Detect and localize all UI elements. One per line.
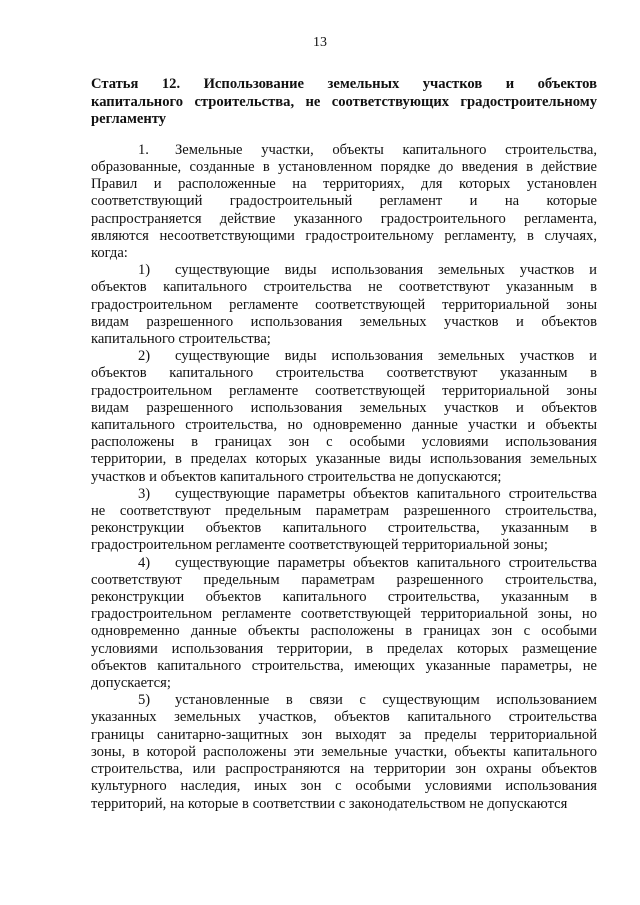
paragraph-item-2 bbox=[91, 348, 597, 486]
paragraph-first-line bbox=[91, 348, 597, 365]
paragraph-marker: 5) bbox=[138, 692, 151, 709]
paragraph-line: расположены в границах зон с особыми условиями использования bbox=[91, 434, 597, 451]
paragraph-line: капитального строительства, но одновременно данные участки и объекты bbox=[91, 417, 597, 434]
paragraph-line: объектов капитального строительства не соответствуют указанным в bbox=[91, 279, 597, 296]
paragraph-line: территорий, на которые в соответствии с законодательством не допускаются bbox=[91, 795, 568, 812]
paragraph-line: градостроительном регламенте соответствующей территориальной зоны bbox=[91, 296, 597, 313]
paragraph-line: зоны, в которой расположены эти земельные участки, объекты капитального bbox=[91, 743, 597, 760]
paragraph-item-3 bbox=[91, 486, 597, 555]
paragraph-line: указанных земельных участков, объектов капитального строительства bbox=[91, 709, 597, 726]
paragraph-line: образованные, созданные в установленном порядке до введения в действие bbox=[91, 158, 597, 175]
page-number: 13 bbox=[313, 35, 327, 50]
article-title-line: регламенту bbox=[91, 111, 167, 128]
paragraph-line: соответствующий градостроительный регламент и на которые bbox=[91, 193, 597, 210]
paragraph-line: границы санитарно-защитных зон выходят за пределы территориальной bbox=[91, 726, 597, 743]
paragraph-line: градостроительном регламенте соответствующей территориальной зоны bbox=[91, 382, 597, 399]
paragraph-marker: 1. bbox=[138, 141, 149, 158]
paragraph-first-line bbox=[91, 692, 597, 709]
paragraph-marker: 1) bbox=[138, 262, 151, 279]
paragraph-line: участков и объектов капитального строительства не допускаются; bbox=[91, 468, 502, 485]
paragraph-line-text: Земельные участки, объекты капитального строительства, bbox=[175, 141, 597, 158]
paragraph-first-line bbox=[91, 555, 597, 572]
document-body bbox=[91, 76, 597, 813]
paragraph-line: строительства, или распространяются на территории зон охраны объектов bbox=[91, 761, 597, 778]
paragraph-line: объектов капитального строительства соответствуют указанным в bbox=[91, 365, 597, 382]
article-body bbox=[91, 142, 597, 813]
paragraph-line: одновременно данные объекты расположены в границах зон с особыми bbox=[91, 623, 597, 640]
paragraph-line: не соответствуют предельным параметрам разрешенного строительства, bbox=[91, 503, 597, 520]
paragraph-line: территории, в пределах которых указанные виды использования земельных bbox=[91, 451, 597, 468]
article-title bbox=[91, 76, 597, 129]
paragraph-line: являются несоответствующими градостроительному регламенту, в случаях, bbox=[91, 227, 597, 244]
paragraph-line: соответствуют предельным параметрам разрешенного строительства, bbox=[91, 571, 597, 588]
paragraph-line: условиями использования территории, в пределах которых размещение bbox=[91, 640, 597, 657]
paragraph-line: культурного наследия, иных зон с особыми условиями использования bbox=[91, 778, 597, 795]
paragraph-item-1 bbox=[91, 142, 597, 262]
paragraph-line: Правил и расположенные на территориях, для которых установлен bbox=[91, 176, 597, 193]
article-title-line: Статья 12. Использование земельных участков и объектов bbox=[91, 76, 597, 92]
paragraph-line-text: существующие параметры объектов капитального строительства bbox=[175, 485, 597, 502]
paragraph-marker: 3) bbox=[138, 485, 151, 502]
paragraph-first-line bbox=[91, 142, 597, 159]
paragraph-line: допускается; bbox=[91, 675, 171, 692]
article-title-line: капитального строительства, не соответствующих градостроительному bbox=[91, 93, 597, 110]
paragraph-first-line bbox=[91, 486, 597, 503]
paragraph-marker: 2) bbox=[138, 348, 151, 365]
paragraph-line-text: установленные в связи с существующим использованием bbox=[175, 692, 597, 709]
paragraph-item-4 bbox=[91, 555, 597, 693]
paragraph-line: градостроительном регламенте соответствующей территориальной зоны, но bbox=[91, 606, 597, 623]
paragraph-line: видам разрешенного использования земельных участков и объектов bbox=[91, 399, 597, 416]
paragraph-first-line bbox=[91, 262, 597, 279]
paragraph-line: видам разрешенного использования земельных участков и объектов bbox=[91, 313, 597, 330]
paragraph-line: объектов капитального строительства, имеющих указанные параметры, не bbox=[91, 657, 597, 674]
paragraph-line: реконструкции объектов капитального строительства, указанным в bbox=[91, 589, 597, 606]
paragraph-item-5 bbox=[91, 692, 597, 812]
paragraph-line: градостроительном регламенте соответствующей территориальной зоны; bbox=[91, 537, 548, 554]
paragraph-line-text: существующие параметры объектов капитального строительства bbox=[175, 554, 597, 571]
paragraph-line: когда: bbox=[91, 245, 128, 261]
paragraph-line: распространяется действие указанного градостроительного регламента, bbox=[91, 210, 597, 227]
paragraph-line-text: существующие виды использования земельных участков и bbox=[175, 262, 597, 279]
paragraph-marker: 4) bbox=[138, 554, 151, 571]
paragraph-line: капитального строительства; bbox=[91, 331, 271, 348]
paragraph-line-text: существующие виды использования земельных участков и bbox=[175, 348, 597, 365]
paragraph-line: реконструкции объектов капитального строительства, указанным в bbox=[91, 520, 597, 537]
paragraph-item-1 bbox=[91, 262, 597, 348]
